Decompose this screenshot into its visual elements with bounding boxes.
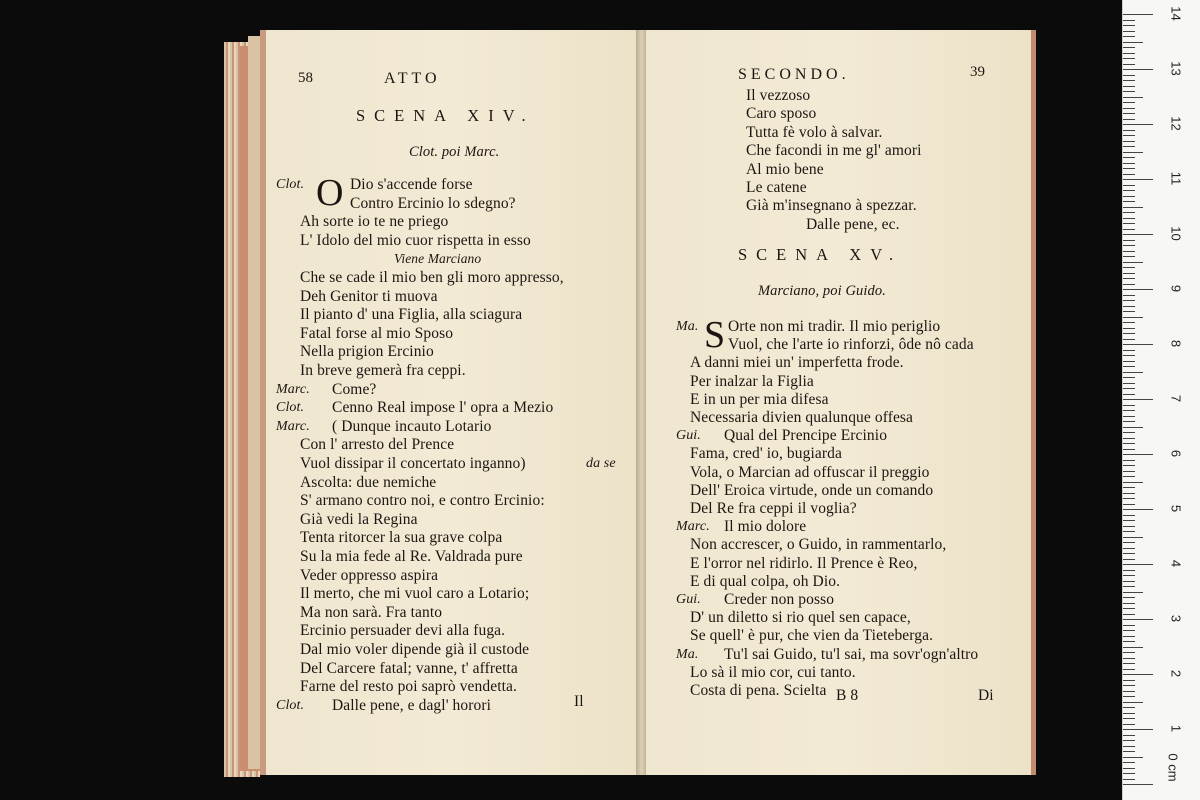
ruler-number: 11 [1168, 171, 1184, 186]
ruler-tick [1123, 658, 1135, 659]
ruler-tick [1123, 317, 1143, 318]
ruler-tick [1123, 366, 1135, 367]
ruler-tick [1123, 388, 1135, 389]
right-page [646, 30, 1036, 775]
verse-text: Ah sorte io te ne priego [300, 213, 449, 231]
catchword: Di [978, 687, 994, 704]
ruler-tick [1123, 124, 1153, 125]
ruler-tick [1123, 141, 1135, 142]
verse-text: Vola, o Marcian ad offuscar il preggio [690, 463, 930, 481]
ruler-tick [1123, 432, 1135, 433]
song-line: Che facondi in me gl' amori [746, 142, 922, 160]
verse-text: Se quell' è pur, che vien da Tieteberga. [690, 627, 934, 645]
ruler-tick [1123, 460, 1135, 461]
speaker-label: Ma. [676, 319, 699, 334]
song-line: Le catene [746, 179, 807, 196]
ruler-tick [1123, 102, 1135, 103]
ruler-number: 3 [1168, 614, 1184, 623]
scene-characters: Marciano, poi Guido. [758, 283, 886, 299]
verse-text: Ma non sarà. Fra tanto [300, 603, 443, 621]
song-line: Caro sposo [746, 105, 817, 123]
ruler-tick [1123, 784, 1153, 785]
verse-text: Creder non posso [724, 591, 835, 608]
ruler-tick [1123, 97, 1143, 98]
ruler-tick [1123, 42, 1143, 43]
ruler-tick [1123, 603, 1135, 604]
ruler-tick [1123, 251, 1135, 252]
ruler-number: 10 [1168, 226, 1184, 241]
ruler-tick [1123, 174, 1135, 175]
ruler-tick [1123, 69, 1153, 70]
verse-text: Ascolta: due nemiche [300, 473, 437, 491]
ruler-tick [1123, 735, 1135, 736]
ruler-tick [1123, 570, 1135, 571]
verse-text: Cenno Real impose l' opra a Mezio [332, 399, 554, 417]
ruler-tick [1123, 526, 1135, 527]
verse-text: Fama, cred' io, bugiarda [690, 445, 842, 463]
ruler-number: 14 [1168, 6, 1184, 21]
ruler-tick [1123, 564, 1153, 565]
page-edges [224, 42, 260, 777]
ruler-ticks [1123, 0, 1200, 800]
ruler-tick [1123, 751, 1135, 752]
ruler-tick [1123, 399, 1153, 400]
ruler-tick [1123, 559, 1135, 560]
ruler-tick [1123, 542, 1135, 543]
ruler-tick [1123, 691, 1135, 692]
verse-text: Su la mia fede al Re. Valdrada pure [300, 548, 523, 565]
ruler-tick [1123, 350, 1135, 351]
verse-text: Dio s'accende forse [350, 176, 473, 193]
ruler-tick [1123, 240, 1135, 241]
ruler-tick [1123, 108, 1135, 109]
verse-text: S' armano contro noi, e contro Ercinio: [300, 492, 545, 510]
ruler-tick [1123, 768, 1135, 769]
ruler-tick [1123, 135, 1135, 136]
verse-text: Per inalzar la Figlia [690, 372, 814, 390]
ruler-tick [1123, 245, 1135, 246]
verse-text: Farne del resto poi saprò vendetta. [300, 678, 517, 696]
song-line: Dalle pene, ec. [806, 215, 900, 233]
verse-text: A danni miei un' imperfetta frode. [690, 354, 904, 372]
ruler-tick [1123, 168, 1135, 169]
ruler-tick [1123, 438, 1135, 439]
ruler-tick [1123, 531, 1135, 532]
song-line: Il vezzoso [746, 87, 811, 104]
verse-text: Che se cade il mio ben gli moro appresso, [300, 269, 564, 286]
ruler-tick [1123, 597, 1135, 598]
ruler-tick [1123, 256, 1135, 257]
verse-text: Il pianto d' una Figlia, alla sciagura [300, 306, 523, 324]
ruler-tick [1123, 498, 1135, 499]
ruler-tick [1123, 295, 1135, 296]
ruler-tick [1123, 262, 1143, 263]
ruler-tick [1123, 520, 1135, 521]
verse-text: Orte non mi tradir. Il mio periglio [728, 318, 941, 335]
verse-text: E in un per mia difesa [690, 390, 829, 408]
ruler-tick [1123, 740, 1135, 741]
verse-text: In breve gemerà fra ceppi. [300, 362, 466, 379]
ruler-tick [1123, 355, 1135, 356]
ruler-tick [1123, 372, 1143, 373]
ruler-tick [1123, 157, 1135, 158]
scene-title: SCENA XIV. [356, 106, 535, 125]
running-head: SECONDO. [738, 66, 850, 83]
ruler-unit: 0 cm [1165, 753, 1181, 782]
ruler-tick [1123, 696, 1135, 697]
ruler-tick [1123, 427, 1143, 428]
ruler-tick [1123, 713, 1135, 714]
ruler-tick [1123, 278, 1135, 279]
song-line: Al mio bene [746, 160, 824, 178]
ruler-tick [1123, 383, 1135, 384]
verse-text: Viene Marciano [394, 251, 482, 267]
ruler-tick [1123, 641, 1135, 642]
verse-text: Il mio dolore [724, 518, 807, 536]
ruler-tick [1123, 223, 1135, 224]
verse-text: Necessaria divien qualunque offesa [690, 409, 914, 426]
song-line: Già m'insegnano à spezzar. [746, 197, 917, 215]
ruler-tick [1123, 443, 1135, 444]
verse-text: Veder oppresso aspira [300, 566, 439, 584]
ruler-tick [1123, 361, 1135, 362]
ruler-tick [1123, 548, 1135, 549]
ruler-tick [1123, 207, 1143, 208]
ruler-number: 8 [1168, 339, 1184, 348]
ruler-tick [1123, 515, 1135, 516]
scene-characters: Clot. poi Marc. [409, 144, 500, 160]
ruler-number: 1 [1168, 724, 1184, 733]
ruler-number: 13 [1168, 61, 1184, 76]
ruler-tick [1123, 416, 1135, 417]
ruler-tick [1123, 773, 1135, 774]
ruler-tick [1123, 410, 1135, 411]
ruler-tick [1123, 449, 1135, 450]
ruler-tick [1123, 394, 1135, 395]
ruler-number: 5 [1168, 504, 1184, 513]
ruler-tick [1123, 465, 1135, 466]
speaker-label: Clot. [276, 697, 305, 713]
ruler-tick [1123, 47, 1135, 48]
ruler-tick [1123, 201, 1135, 202]
ruler-tick [1123, 482, 1143, 483]
ruler-tick [1123, 36, 1135, 37]
ruler-tick [1123, 53, 1135, 54]
ruler-tick [1123, 471, 1135, 472]
ruler-tick [1123, 218, 1135, 219]
speaker-label: Ma. [676, 646, 699, 662]
ruler-tick [1123, 212, 1135, 213]
verse-text: Con l' arresto del Prence [300, 436, 455, 454]
verse-text: Dal mio voler dipende già il custode [300, 641, 530, 658]
ruler-number: 12 [1168, 116, 1184, 131]
ruler-tick [1123, 608, 1135, 609]
verse-text: Deh Genitor ti muova [300, 287, 438, 305]
open-book [220, 30, 1040, 782]
ruler-tick [1123, 553, 1135, 554]
ruler-tick [1123, 487, 1135, 488]
speaker-label: Clot. [276, 177, 305, 192]
ruler-tick [1123, 493, 1135, 494]
ruler-tick [1123, 58, 1135, 59]
ruler-tick [1123, 14, 1153, 15]
stage-aside: da se [586, 456, 616, 471]
ruler-tick [1123, 289, 1153, 290]
ruler-tick [1123, 762, 1135, 763]
verse-text: Vuol dissipar il concertato inganno) [300, 455, 526, 472]
ruler-tick [1123, 405, 1135, 406]
verse-text: Già vedi la Regina [300, 510, 418, 528]
verse-text: Dalle pene, e dagl' horori [332, 696, 492, 714]
ruler-tick [1123, 339, 1135, 340]
verse-text: Non accrescer, o Guido, in rammentarlo, [690, 536, 947, 554]
ruler-tick [1123, 724, 1135, 725]
ruler-tick [1123, 625, 1135, 626]
ruler-number: 6 [1168, 449, 1184, 458]
ruler-tick [1123, 190, 1135, 191]
ruler-tick [1123, 636, 1135, 637]
ruler-tick [1123, 454, 1153, 455]
ruler-tick [1123, 322, 1135, 323]
catchword: Il [574, 693, 584, 710]
ruler-tick [1123, 86, 1135, 87]
ruler-tick [1123, 614, 1135, 615]
ruler-tick [1123, 20, 1135, 21]
ruler-tick [1123, 504, 1135, 505]
ruler-tick [1123, 31, 1135, 32]
ruler-tick [1123, 311, 1135, 312]
ruler-tick [1123, 229, 1135, 230]
ruler-tick [1123, 647, 1143, 648]
ruler-tick [1123, 592, 1143, 593]
ruler-number: 4 [1168, 559, 1184, 568]
ruler-tick [1123, 179, 1153, 180]
ruler-tick [1123, 152, 1143, 153]
verse-text: Del Carcere fatal; vanne, t' affretta [300, 659, 518, 677]
ruler-tick [1123, 377, 1135, 378]
speaker-label: Gui. [676, 592, 701, 607]
ruler-tick [1123, 421, 1135, 422]
ruler-tick [1123, 75, 1135, 76]
ruler-tick [1123, 113, 1135, 114]
verse-text: Fatal forse al mio Sposo [300, 324, 454, 342]
ruler-number: 2 [1168, 669, 1184, 678]
ruler-tick [1123, 267, 1135, 268]
running-head: ATTO [384, 70, 441, 87]
ruler-tick [1123, 344, 1153, 345]
ruler-tick [1123, 509, 1153, 510]
speaker-label: Marc. [276, 381, 310, 397]
verse-text: Contro Ercinio lo sdegno? [350, 194, 516, 212]
verse-text: E l'orror nel ridirlo. Il Prence è Reo, [690, 554, 918, 572]
drop-capital: O [316, 172, 344, 214]
verse-text: Qual del Prencipe Ercinio [724, 427, 888, 445]
ruler-tick [1123, 146, 1135, 147]
ruler-tick [1123, 25, 1135, 26]
ruler-tick [1123, 333, 1135, 334]
drop-capital: S [704, 314, 726, 356]
verse-text: Il merto, che mi vuol caro a Lotario; [300, 585, 530, 603]
ruler-tick [1123, 729, 1153, 730]
ruler-tick [1123, 669, 1135, 670]
ruler-tick [1123, 284, 1135, 285]
ruler-tick [1123, 196, 1135, 197]
speaker-label: Clot. [276, 400, 305, 416]
ruler-tick [1123, 273, 1135, 274]
ruler-tick [1123, 674, 1153, 675]
measurement-ruler [1122, 0, 1200, 800]
ruler-tick [1123, 685, 1135, 686]
ruler-tick [1123, 163, 1135, 164]
verse-text: Ercinio persuader devi alla fuga. [300, 622, 506, 640]
ruler-tick [1123, 707, 1135, 708]
ruler-tick [1123, 300, 1135, 301]
signature-mark: B 8 [836, 687, 859, 704]
speaker-label: Marc. [276, 418, 310, 434]
speaker-label: Marc. [676, 519, 710, 535]
verse-text: D' un diletto si rio quel sen capace, [690, 609, 911, 627]
ruler-tick [1123, 702, 1143, 703]
ruler-tick [1123, 130, 1135, 131]
song-line: Tutta fè volo à salvar. [746, 123, 883, 141]
verse-text: Come? [332, 380, 377, 398]
verse-text: Costa di pena. Scielta [690, 682, 827, 699]
ruler-tick [1123, 779, 1135, 780]
verse-text: Tu'l sai Guido, tu'l sai, ma sovr'ogn'altro [724, 645, 979, 663]
ruler-tick [1123, 619, 1153, 620]
ruler-number: 9 [1168, 284, 1184, 293]
ruler-tick [1123, 306, 1135, 307]
ruler-tick [1123, 652, 1135, 653]
ruler-tick [1123, 476, 1135, 477]
verse-text: Tenta ritorcer la sua grave colpa [300, 529, 503, 547]
page-number: 39 [970, 64, 985, 80]
verse-text: E di qual colpa, oh Dio. [690, 572, 841, 590]
left-page [260, 30, 640, 775]
ruler-tick [1123, 663, 1135, 664]
speaker-label: Gui. [676, 428, 701, 444]
ruler-tick [1123, 80, 1135, 81]
ruler-tick [1123, 581, 1135, 582]
ruler-tick [1123, 91, 1135, 92]
ruler-tick [1123, 680, 1135, 681]
ruler-tick [1123, 757, 1143, 758]
verse-text: Dell' Eroica virtude, onde un comando [690, 481, 934, 499]
ruler-tick [1123, 718, 1135, 719]
verse-text: L' Idolo del mio cuor rispetta in esso [300, 231, 531, 249]
verse-text: Nella prigion Ercinio [300, 343, 434, 361]
ruler-tick [1123, 185, 1135, 186]
page-number: 58 [298, 70, 313, 86]
verse-text: Del Re fra ceppi il voglia? [690, 500, 857, 517]
verse-text: Vuol, che l'arte io rinforzi, ôde nô cada [728, 336, 974, 354]
ruler-tick [1123, 586, 1135, 587]
ruler-tick [1123, 746, 1135, 747]
ruler-tick [1123, 537, 1143, 538]
verse-text: Lo sà il mio cor, cui tanto. [690, 663, 856, 681]
ruler-tick [1123, 328, 1135, 329]
verse-text: ( Dunque incauto Lotario [332, 417, 492, 435]
scene-title: SCENA XV. [738, 245, 903, 264]
ruler-tick [1123, 119, 1135, 120]
ruler-tick [1123, 630, 1135, 631]
ruler-tick [1123, 64, 1135, 65]
ruler-tick [1123, 575, 1135, 576]
ruler-number: 7 [1168, 394, 1184, 403]
ruler-tick [1123, 234, 1153, 235]
